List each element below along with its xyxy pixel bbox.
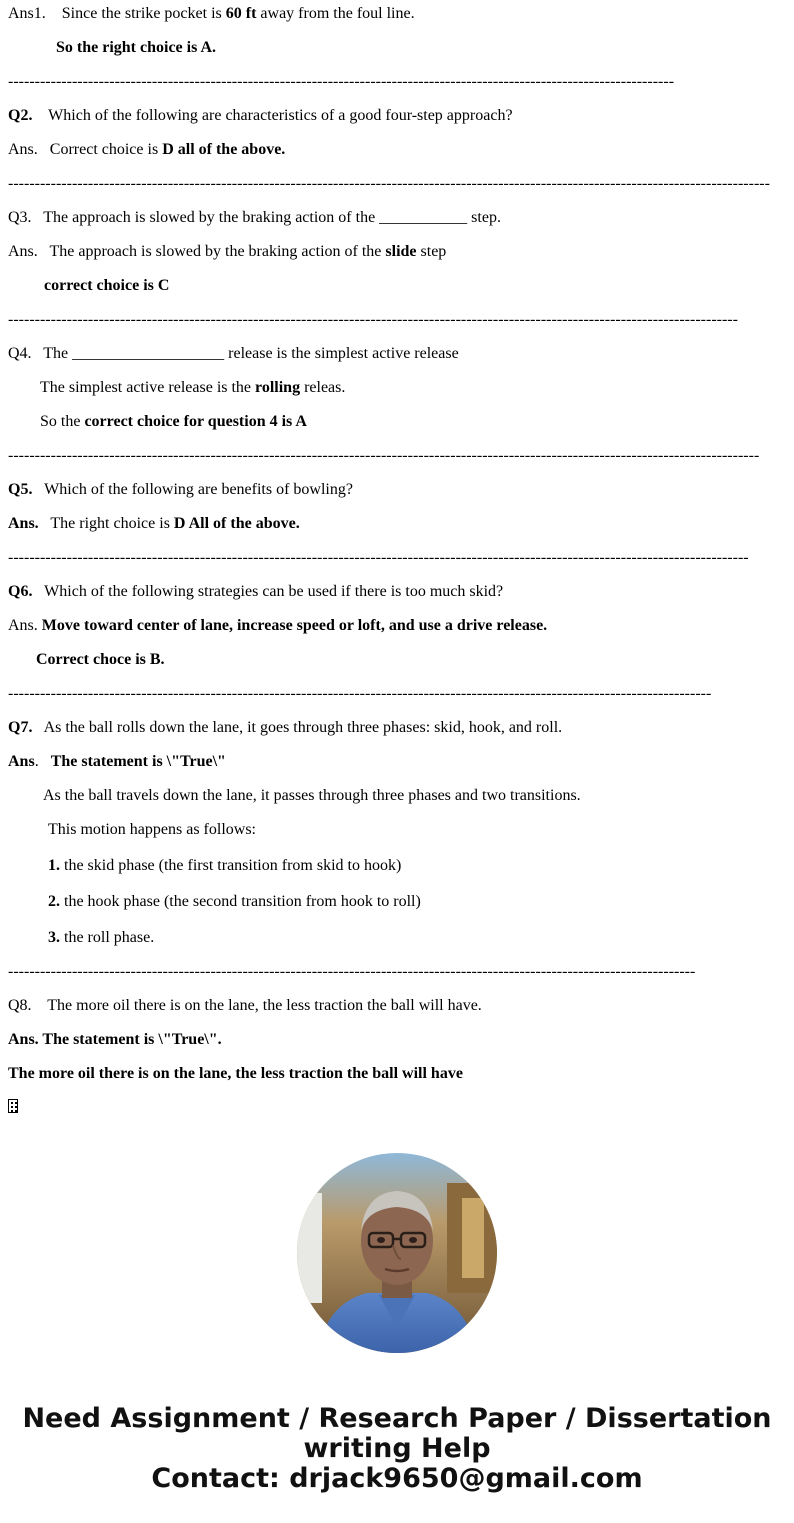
q6-answer [8,617,547,635]
separator: ------------------------------------------------------------------------------------------------------------------------------------ [8,685,712,702]
q7-explanation: As the ball travels down the lane, it passes through three phases and two transitions. [43,787,581,804]
list-item-text: the hook phase (the second transition from hook to roll) [60,893,421,910]
footer-line-1: Need Assignment / Research Paper / Dissertation [22,1403,772,1434]
avatar [297,1153,497,1353]
q6-answer-text: Ans. [8,617,42,634]
list-item-number: 1. [48,857,60,874]
q8-answer-text: Ans. The statement is \"True\". [8,1031,222,1048]
list-item-number: 3. [48,929,60,946]
list-item-number: 2. [48,893,60,910]
q2-label: Q2. [8,107,33,124]
q8-restatement-text: The more oil there is on the lane, the less traction the ball will have [8,1065,463,1082]
q7-answer-bold: The statement is \"True\" [50,753,226,770]
q7-answer-dot: . [34,753,51,770]
separator: --------------------------------------------------------------------------------------------------------------------------------------------- [8,447,760,464]
q1-choice-text: So the right choice is A. [56,39,216,56]
q5-answer [8,515,300,533]
q8-answer [8,1031,222,1049]
author-photo-icon [297,1153,497,1353]
q7-answer [8,753,226,771]
q2-question [8,107,513,125]
q6-label: Q6. [8,583,33,600]
q7-answer-label: Ans [8,753,35,770]
separator: ------------------------------------------------------------------------------------------------------------------------------------------- [8,549,749,566]
q4-choice [40,413,307,431]
q8-restatement [8,1065,463,1083]
q5-answer-bold: D All of the above. [173,515,300,532]
q1-answer-text: Ans1. Since the strike pocket is [8,5,226,22]
q1-answer-line [8,5,415,23]
q4-answer-suffix: releas. [300,379,346,396]
q5-answer-label: Ans. [8,515,39,532]
q4-answer-text: The simplest active release is the [40,379,256,396]
q4-answer [40,379,345,397]
q3-answer-text: Ans. The approach is slowed by the braking action of the [8,243,386,260]
list-item [48,929,154,947]
q3-answer-suffix: step [416,243,447,260]
q2-answer [8,141,285,159]
q2-answer-text: Ans. Correct choice is [8,141,163,158]
q5-answer-text: The right choice is [38,515,174,532]
list-item [48,893,421,911]
footer-line-2: writing Help [303,1433,491,1464]
q1-answer-bold: 60 ft [225,5,257,22]
q3-question: Q3. The approach is slowed by the braking action of the ___________ step. [8,209,501,226]
separator: --------------------------------------------------------------------------------------------------------------------------------- [8,963,696,980]
q7-motion-intro: This motion happens as follows: [48,821,256,838]
q3-answer [8,243,446,261]
q2-answer-bold: D all of the above. [162,141,286,158]
list-item-text: the roll phase. [60,929,155,946]
q6-answer-bold: Move toward center of lane, increase speed or loft, and use a drive release. [41,617,548,634]
q1-answer-suffix: away from the foul line. [256,5,415,22]
q3-choice-text: correct choice is C [44,277,170,294]
q6-choice-text: Correct choce is B. [36,651,165,668]
separator: ----------------------------------------------------------------------------------------------------------------------------- [8,73,675,90]
q3-answer-bold: slide [385,243,417,260]
separator: ----------------------------------------------------------------------------------------------------------------------------------------- [8,311,738,328]
separator: ----------------------------------------------------------------------------------------------------------------------------------------------- [8,175,770,192]
q4-question: Q4. The ___________________ release is the simplest active release [8,345,459,362]
q8-question: Q8. The more oil there is on the lane, the less traction the ball will have. [8,997,482,1014]
q6-choice [36,651,165,669]
q1-choice [56,39,216,57]
list-item-text: the skid phase (the first transition from skid to hook) [60,857,402,874]
q7-question [8,719,562,737]
q4-choice-text: So the [40,413,85,430]
q6-question-text: Which of the following strategies can be used if there is too much skid? [32,583,504,600]
footer-contact: Contact: drjack9650@gmail.com [151,1463,643,1494]
q4-answer-bold: rolling [255,379,301,396]
q5-label: Q5. [8,481,33,498]
q6-question [8,583,503,601]
q5-question [8,481,353,499]
q7-label: Q7. [8,719,33,736]
q2-question-text: Which of the following are characteristics of a good four-step approach? [32,107,513,124]
q5-question-text: Which of the following are benefits of bowling? [32,481,353,498]
q7-question-text: As the ball rolls down the lane, it goes through three phases: skid, hook, and roll. [32,719,563,736]
q3-choice [44,277,169,295]
q4-choice-bold: correct choice for question 4 is A [84,413,307,430]
list-item [48,857,401,875]
footer-banner [0,1404,794,1494]
drag-handle-icon[interactable] [8,1099,18,1113]
